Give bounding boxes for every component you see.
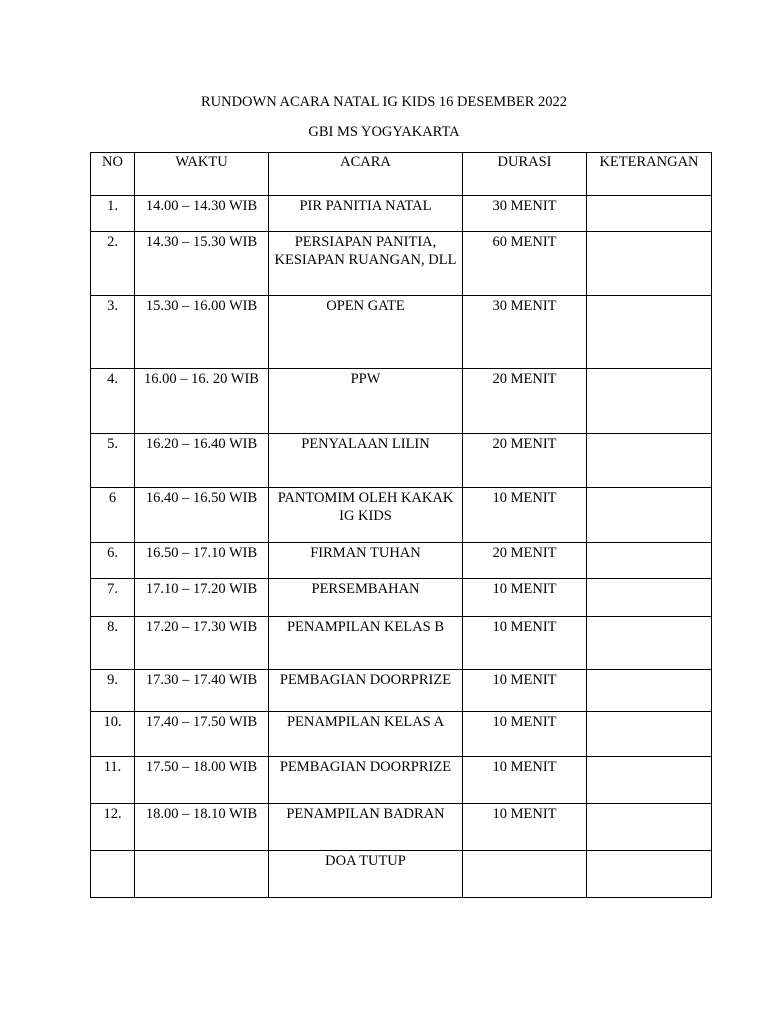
- cell-waktu: 17.20 – 17.30 WIB: [135, 617, 269, 670]
- cell-keterangan: [587, 543, 712, 579]
- header-acara: ACARA: [269, 153, 463, 196]
- cell-acara: PERSEMBAHAN: [269, 579, 463, 617]
- table-header-row: [91, 153, 712, 196]
- cell-keterangan: [587, 617, 712, 670]
- cell-durasi: 10 MENIT: [463, 757, 587, 804]
- cell-no: 1.: [91, 196, 135, 232]
- cell-durasi: [463, 851, 587, 898]
- header-keterangan: KETERANGAN: [587, 153, 712, 196]
- cell-durasi: 10 MENIT: [463, 617, 587, 670]
- cell-no: 5.: [91, 434, 135, 488]
- document-title: RUNDOWN ACARA NATAL IG KIDS 16 DESEMBER 2022: [200, 94, 568, 110]
- cell-no: 6.: [91, 543, 135, 579]
- rundown-table: [90, 152, 712, 898]
- cell-waktu: 18.00 – 18.10 WIB: [135, 804, 269, 851]
- cell-acara: PERSIAPAN PANITIA, KESIAPAN RUANGAN, DLL: [269, 232, 463, 296]
- cell-keterangan: [587, 670, 712, 712]
- cell-durasi: 60 MENIT: [463, 232, 587, 296]
- cell-waktu: 17.30 – 17.40 WIB: [135, 670, 269, 712]
- cell-acara: PENYALAAN LILIN: [269, 434, 463, 488]
- cell-waktu: [135, 851, 269, 898]
- cell-keterangan: [587, 804, 712, 851]
- table-row: [91, 617, 712, 670]
- document-subtitle: GBI MS YOGYAKARTA: [308, 124, 460, 140]
- table-row: [91, 543, 712, 579]
- cell-acara: PENAMPILAN KELAS B: [269, 617, 463, 670]
- table-row: [91, 296, 712, 369]
- cell-no: 9.: [91, 670, 135, 712]
- cell-durasi: 10 MENIT: [463, 488, 587, 543]
- cell-waktu: 14.00 – 14.30 WIB: [135, 196, 269, 232]
- cell-durasi: 30 MENIT: [463, 196, 587, 232]
- cell-acara: PPW: [269, 369, 463, 434]
- cell-acara: PIR PANITIA NATAL: [269, 196, 463, 232]
- table-row: [91, 804, 712, 851]
- cell-keterangan: [587, 579, 712, 617]
- table-row: [91, 851, 712, 898]
- cell-keterangan: [587, 434, 712, 488]
- cell-keterangan: [587, 369, 712, 434]
- cell-no: 12.: [91, 804, 135, 851]
- cell-waktu: 17.10 – 17.20 WIB: [135, 579, 269, 617]
- cell-durasi: 30 MENIT: [463, 296, 587, 369]
- cell-waktu: 17.50 – 18.00 WIB: [135, 757, 269, 804]
- cell-durasi: 20 MENIT: [463, 369, 587, 434]
- cell-acara: PENAMPILAN KELAS A: [269, 712, 463, 757]
- table-row: [91, 196, 712, 232]
- cell-keterangan: [587, 757, 712, 804]
- header-durasi: DURASI: [463, 153, 587, 196]
- cell-no: 3.: [91, 296, 135, 369]
- cell-keterangan: [587, 712, 712, 757]
- cell-waktu: 14.30 – 15.30 WIB: [135, 232, 269, 296]
- header-waktu: WAKTU: [135, 153, 269, 196]
- cell-acara: OPEN GATE: [269, 296, 463, 369]
- cell-keterangan: [587, 488, 712, 543]
- cell-acara: DOA TUTUP: [269, 851, 463, 898]
- table-row: [91, 434, 712, 488]
- cell-no: 10.: [91, 712, 135, 757]
- cell-waktu: 16.00 – 16. 20 WIB: [135, 369, 269, 434]
- cell-waktu: 16.50 – 17.10 WIB: [135, 543, 269, 579]
- table-row: [91, 712, 712, 757]
- cell-keterangan: [587, 296, 712, 369]
- cell-no: 7.: [91, 579, 135, 617]
- cell-acara: PEMBAGIAN DOORPRIZE: [269, 670, 463, 712]
- cell-acara: PENAMPILAN BADRAN: [269, 804, 463, 851]
- cell-durasi: 10 MENIT: [463, 670, 587, 712]
- cell-waktu: 15.30 – 16.00 WIB: [135, 296, 269, 369]
- cell-durasi: 10 MENIT: [463, 804, 587, 851]
- header-no: NO: [91, 153, 135, 196]
- cell-no: 2.: [91, 232, 135, 296]
- cell-durasi: 10 MENIT: [463, 712, 587, 757]
- cell-no: 6: [91, 488, 135, 543]
- table-row: [91, 369, 712, 434]
- cell-waktu: 16.40 – 16.50 WIB: [135, 488, 269, 543]
- table-row: [91, 488, 712, 543]
- cell-no: [91, 851, 135, 898]
- cell-no: 4.: [91, 369, 135, 434]
- cell-keterangan: [587, 196, 712, 232]
- cell-durasi: 20 MENIT: [463, 543, 587, 579]
- table-row: [91, 579, 712, 617]
- cell-keterangan: [587, 851, 712, 898]
- cell-acara: PEMBAGIAN DOORPRIZE: [269, 757, 463, 804]
- cell-no: 8.: [91, 617, 135, 670]
- cell-waktu: 16.20 – 16.40 WIB: [135, 434, 269, 488]
- cell-durasi: 10 MENIT: [463, 579, 587, 617]
- table-row: [91, 670, 712, 712]
- table-row: [91, 232, 712, 296]
- table-row: [91, 757, 712, 804]
- cell-durasi: 20 MENIT: [463, 434, 587, 488]
- cell-keterangan: [587, 232, 712, 296]
- cell-acara: PANTOMIM OLEH KAKAK IG KIDS: [269, 488, 463, 543]
- cell-acara: FIRMAN TUHAN: [269, 543, 463, 579]
- cell-no: 11.: [91, 757, 135, 804]
- cell-waktu: 17.40 – 17.50 WIB: [135, 712, 269, 757]
